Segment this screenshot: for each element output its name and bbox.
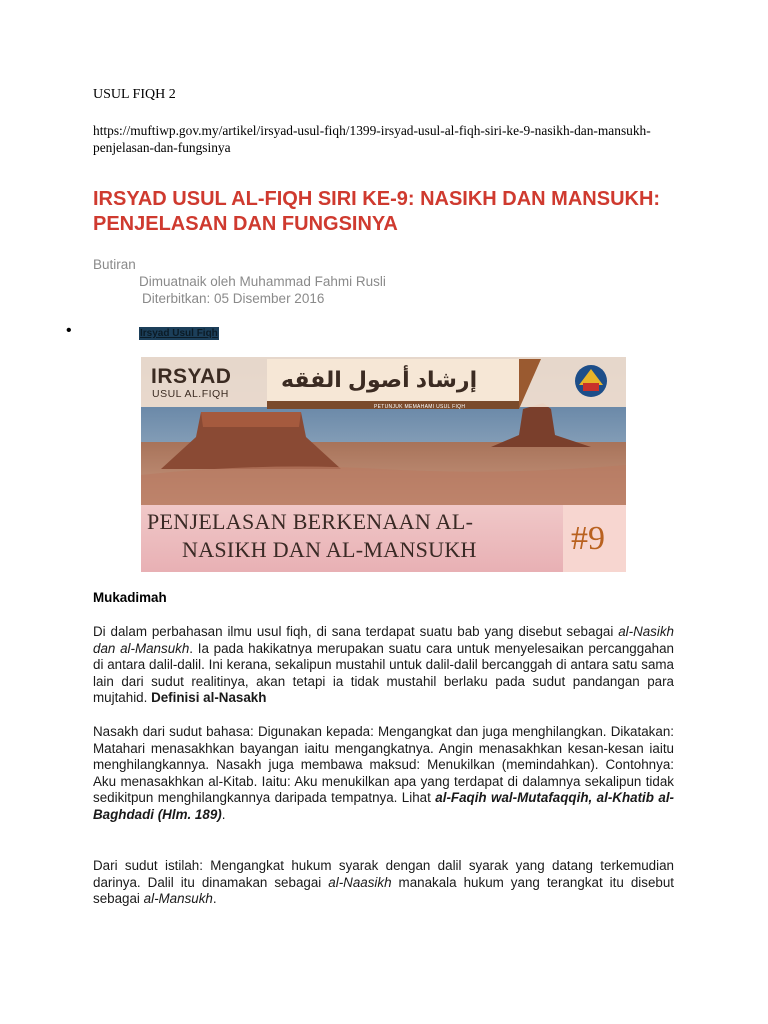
paragraph-intro (93, 624, 674, 707)
article-banner (141, 357, 626, 572)
meta-label: Butiran (93, 257, 136, 272)
p2-reference: al-Faqih wal-Mutafaqqih, al-Khatib al-Baghdadi (Hlm. 189) (93, 790, 674, 822)
banner-arabic-title: إرشاد أصول الفقه (281, 367, 478, 392)
article-title: IRSYAD USUL AL-FIQH SIRI KE-9: NASIKH DAN MANSUKH: PENJELASAN DAN FUNGSINYA (93, 188, 661, 235)
p1-text-b: . Ia pada hakikatnya merupakan suatu cara untuk menyelesaikan percanggahan di antara dalil-dalil. Ini kerana, sekalipun mustahil untuk dalil-dalil bercanggah di antara satu sama lain dari sudut realitinya, akan tetapi ia tidak mustahil berlaku pada sudut pandangan para mujtahid. (93, 640, 674, 705)
banner-title-line1: PENJELASAN BERKENAAN AL- (147, 509, 474, 534)
paragraph-term-definition (93, 858, 674, 908)
section-heading-mukadimah: Mukadimah (93, 590, 167, 605)
document-heading: USUL FIQH 2 (93, 87, 176, 102)
p3-text-b: manakala hukum yang terangkat itu disebut sebagai (93, 874, 675, 906)
banner-brand: IRSYAD (151, 365, 232, 388)
p1-text-a: Di dalam perbahasan ilmu usul fiqh, di sana terdapat suatu bab yang disebut sebagai (93, 624, 619, 639)
bullet-icon: • (66, 322, 72, 339)
article-meta (93, 256, 386, 307)
p3-italic-naasikh: al-Naasikh (328, 874, 392, 890)
p1-italic: al-Nasikh dan al-Mansukh (93, 624, 674, 656)
definition-heading: Definisi al-Nasakh (151, 690, 267, 705)
banner-number: #9 (571, 520, 605, 557)
p3-text-a: Dari sudut istilah: Mengangkat hukum syarak dengan dalil syarak yang datang terkemudian darinya. Dalil itu dinamakan sebagai (93, 858, 674, 890)
category-link[interactable]: Irsyad Usul Fiqh (140, 328, 218, 339)
banner-tagline: PETUNJUK MEMAHAMI USUL FIQH (374, 404, 466, 410)
published-date: Diterbitkan: 05 Disember 2016 (142, 291, 325, 306)
source-url: https://muftiwp.gov.my/artikel/irsyad-usul-fiqh/1399-irsyad-usul-al-fiqh-siri-ke-9-nasikh-dan-mansukh-penjelasan-dan-fungsinya (93, 123, 651, 155)
paragraph-language-definition (93, 724, 674, 823)
p2-text-a: Nasakh dari sudut bahasa: Digunakan kepada: Mengangkat dan juga menghilangkan. Dikatakan: Matahari menasakhkan bayangan iaitu mengangkatnya. Angin menasakhkan kesan-kesan iaitu menghilangkannya. Nasakh juga membawa maksud: Menukilkan (memindahkan). Contohnya: Aku menasakhkan al-Kitab. Iaitu: Aku menukilkan apa yang terdapat di dalamnya sekalipun tidak sedikitpun menghilangkannya daripada tempatnya. Lihat (93, 724, 674, 805)
p2-text-b: . (221, 806, 226, 822)
banner-title-line2: NASIKH DAN AL-MANSUKH (182, 537, 477, 562)
p3-italic-mansukh: al-Mansukh (143, 891, 213, 906)
p3-text-c: . (212, 891, 217, 906)
uploaded-by: Dimuatnaik oleh Muhammad Fahmi Rusli (139, 274, 386, 289)
banner-brand-sub: USUL AL.FIQH (152, 388, 229, 400)
